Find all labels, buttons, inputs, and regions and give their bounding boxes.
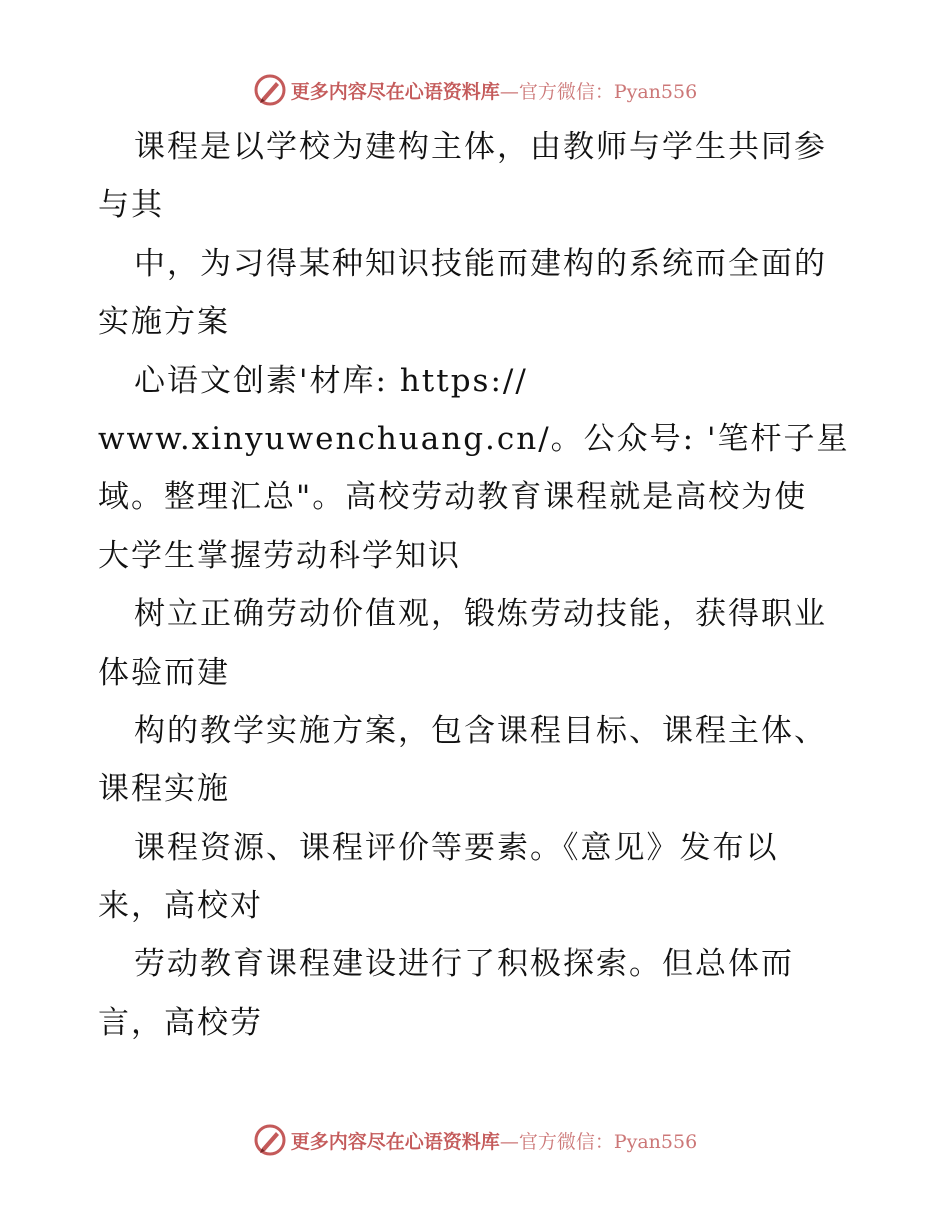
body-text-line: 劳动教育课程建设进行了积极探索。但总体而 <box>134 946 794 983</box>
body-text-line: 与其 <box>98 187 164 224</box>
body-text-line: 中，为习得某种知识技能而建构的系统而全面的 <box>134 245 827 282</box>
banner-dash: — <box>499 1130 519 1153</box>
body-text-line: 心语文创素'材库: https:// <box>134 362 528 399</box>
banner-dash: — <box>499 80 519 103</box>
banner-wechat-id: Pyan556 <box>613 80 698 103</box>
banner-official-label: 官方微信： <box>518 80 614 103</box>
banner-main-text: 更多内容尽在心语资料库 <box>290 1130 500 1153</box>
footer-banner <box>0 1120 950 1160</box>
pen-logo-icon <box>253 73 287 107</box>
document-body <box>98 118 878 1052</box>
body-text-line: 体验而建 <box>98 654 230 691</box>
banner-main-text: 更多内容尽在心语资料库 <box>290 80 500 103</box>
body-text-line: 言，高校劳 <box>98 1004 263 1041</box>
body-text-line: www.xinyuwenchuang.cn/。公众号: '笔杆子星 <box>98 420 850 457</box>
pen-logo-icon <box>253 1123 287 1157</box>
body-text-line: 课程资源、课程评价等要素。《意见》发布以 <box>134 829 779 866</box>
body-text-line: 来，高校对 <box>98 888 263 925</box>
banner-text <box>291 1127 697 1154</box>
body-text-line: 构的教学实施方案，包含课程目标、课程主体、 <box>134 712 827 749</box>
banner-wechat-id: Pyan556 <box>613 1130 698 1153</box>
body-text-line: 课程是以学校为建构主体，由教师与学生共同参 <box>134 129 827 165</box>
body-text-line: 域。整理汇总"。高校劳动教育课程就是高校为使 <box>98 479 808 516</box>
banner-text <box>291 77 697 104</box>
body-text-line: 大学生掌握劳动科学知识 <box>98 537 461 574</box>
body-text-line: 课程实施 <box>98 771 230 808</box>
header-banner <box>0 70 950 110</box>
banner-official-label: 官方微信： <box>518 1130 614 1153</box>
body-text-line: 实施方案 <box>98 304 230 341</box>
body-text-line: 树立正确劳动价值观，锻炼劳动技能，获得职业 <box>134 596 827 633</box>
